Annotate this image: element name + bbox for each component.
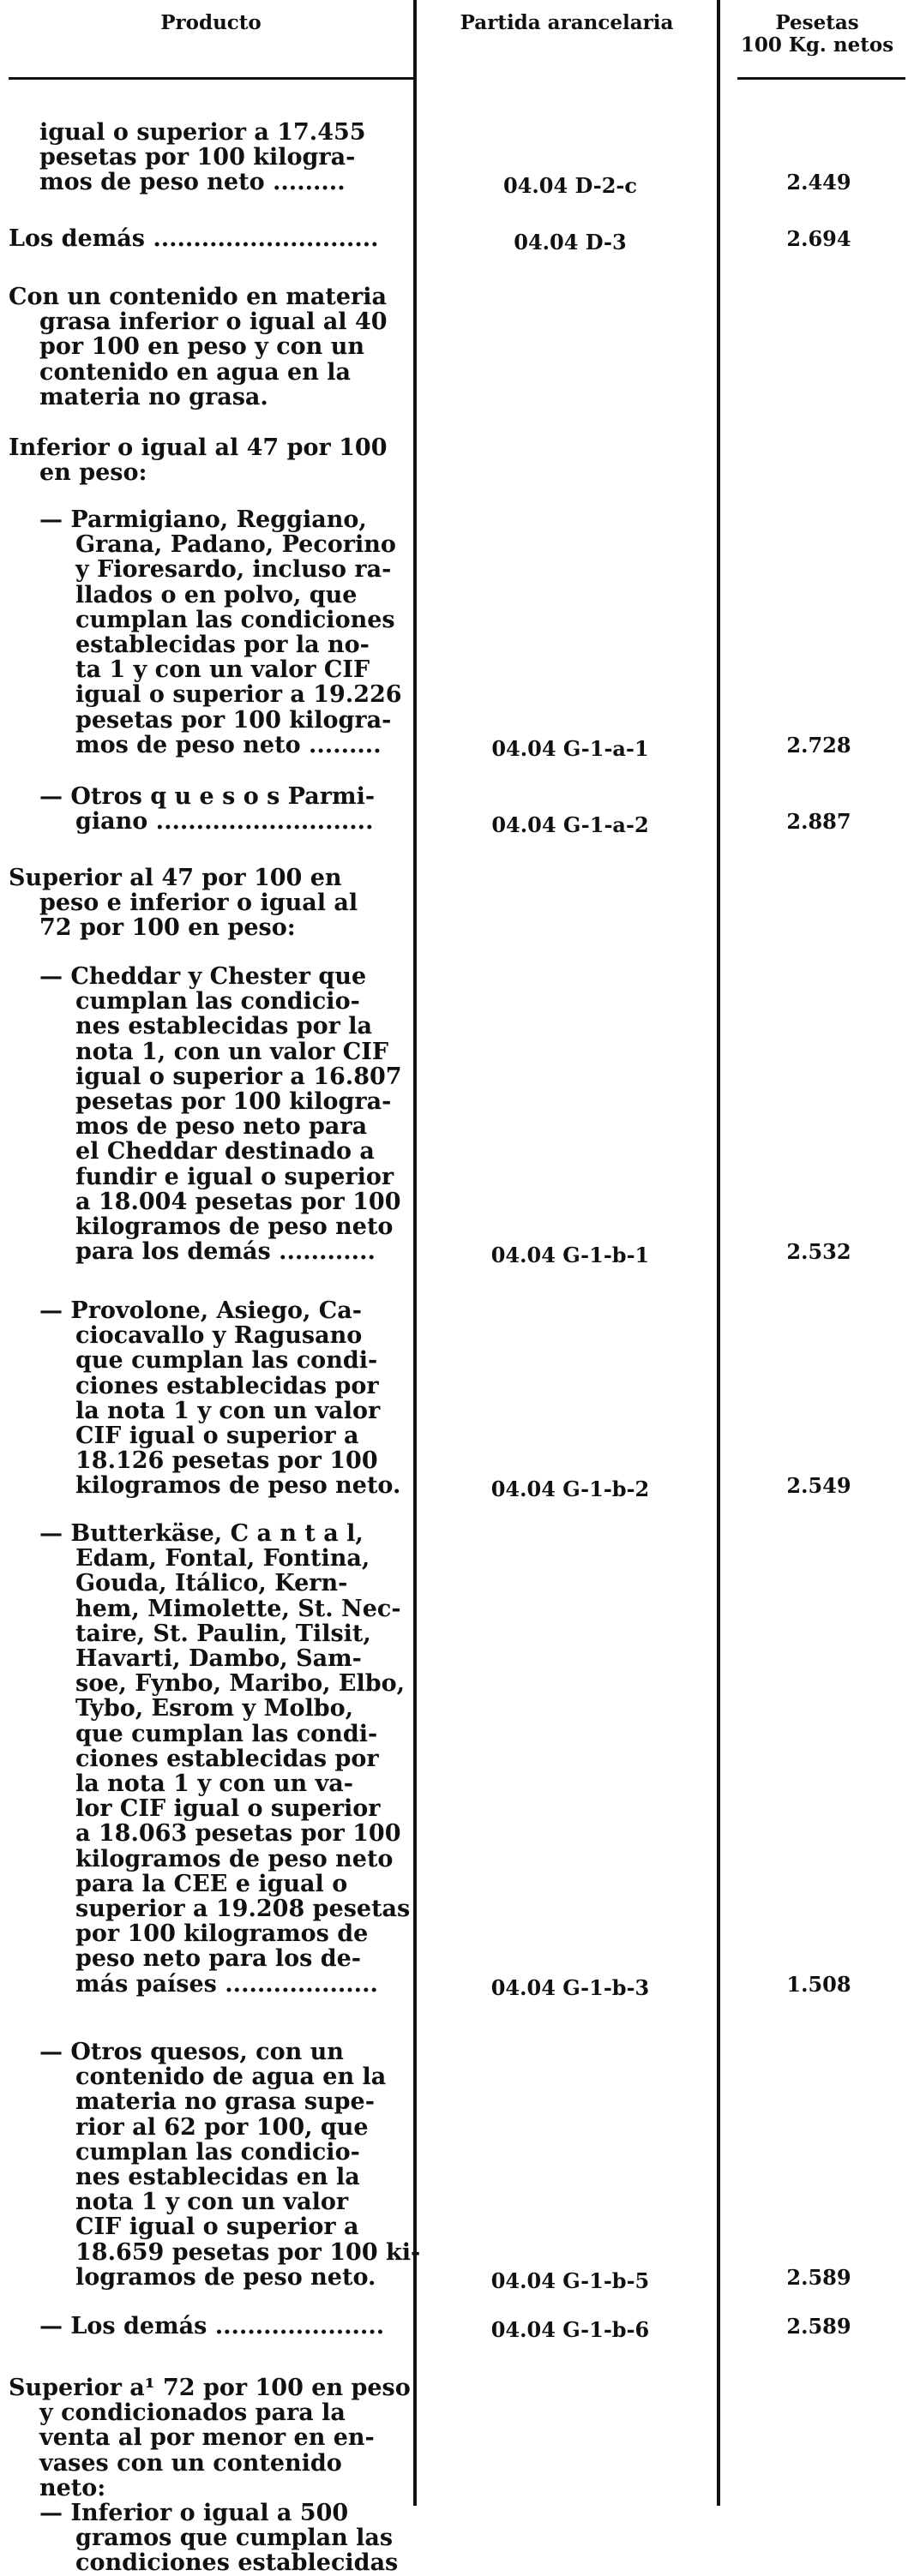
product-description: [9, 120, 444, 195]
product-line: ciones establecidas por: [75, 1372, 379, 1399]
product-line: igual o superior a 17.455: [39, 119, 366, 146]
product-line: — Cheddar y Chester que: [39, 963, 367, 990]
product-line: kilogramos de peso neto.: [75, 1472, 401, 1500]
product-line: CIF igual o superior a: [75, 1423, 359, 1450]
product-line: nota 1 y con un valor: [75, 2189, 349, 2216]
price-value: 2.887: [786, 809, 851, 835]
price-value: 2.549: [786, 1473, 851, 1499]
product-line: Superior a¹ 72 por 100 en peso: [9, 2375, 411, 2401]
tariff-code: 04.04 G-1-b-5: [490, 2267, 650, 2293]
tariff-code: 04.04 G-1-b-6: [490, 2317, 650, 2342]
tariff-code: 04.04 G-1-a-2: [491, 812, 649, 838]
product-line: y Fioresardo, incluso ra-: [75, 556, 392, 584]
product-line: hem, Mimolette, St. Nec-: [75, 1595, 401, 1622]
product-line: lor CIF igual o superior: [75, 1795, 381, 1823]
product-line: 72 por 100 en peso:: [39, 914, 296, 942]
product-line: neto:: [39, 2474, 106, 2501]
tariff-code: 04.04 G-1-b-1: [490, 1243, 650, 1268]
column-divider-right: [717, 0, 720, 2506]
product-line: para la CEE e igual o: [75, 1870, 348, 1897]
header-partida: Partida arancelaria: [460, 11, 674, 34]
product-line: — Otros quesos, con un: [39, 2039, 344, 2065]
product-line: la nota 1 y con un valor: [75, 1397, 381, 1424]
header-rule-product: [9, 77, 413, 80]
price-value: 2.694: [786, 226, 851, 251]
product-line: kilogramos de peso neto: [75, 1845, 394, 1872]
product-line: Los demás ............................: [9, 225, 379, 252]
product-line: igual o superior a 19.226: [75, 681, 402, 709]
header-product: Producto: [160, 11, 262, 34]
tariff-code: 04.04 G-1-b-3: [490, 1974, 650, 2000]
product-line: materia no grasa.: [39, 383, 268, 410]
header-pesetas: [720, 12, 914, 57]
tariff-code: 04.04 D-2-c: [503, 173, 637, 199]
product-line: a 18.063 pesetas por 100: [75, 1820, 401, 1848]
product-line: — Inferior o igual a 500: [39, 2500, 349, 2526]
price-value: 2.728: [786, 732, 851, 758]
product-description: [9, 2501, 413, 2576]
product-line: nota 1, con un valor CIF: [75, 1038, 389, 1065]
product-line: vases con un contenido: [39, 2449, 342, 2477]
product-line: ciocavallo y Ragusano: [75, 1322, 363, 1350]
product-line: ta 1 y con un valor CIF: [75, 656, 370, 684]
product-line: que cumplan las condi-: [75, 1347, 378, 1375]
product-line: para los demás ............: [75, 1238, 376, 1266]
product-line: Grana, Padano, Pecorino: [75, 531, 396, 559]
product-line: CIF igual o superior a: [75, 2214, 359, 2241]
product-line: y condicionados para la: [39, 2399, 346, 2427]
product-line: que cumplan las condi-: [75, 1720, 378, 1747]
product-line: condiciones establecidas: [75, 2549, 399, 2576]
product-description: [9, 784, 413, 834]
product-line: giano ...........................: [75, 808, 374, 836]
product-line: cumplan las condicio-: [75, 2138, 360, 2166]
product-line: grasa inferior o igual al 40: [39, 309, 388, 336]
tariff-code: 04.04 D-3: [514, 230, 627, 255]
product-line: mos de peso neto para: [75, 1113, 368, 1141]
product-line: Con un contenido en materia: [9, 284, 387, 310]
product-line: contenido de agua en la: [75, 2064, 387, 2091]
product-line: pesetas por 100 kilogra-: [75, 706, 392, 734]
product-line: pesetas por 100 kilogra-: [75, 1088, 392, 1116]
tariff-code: 04.04 G-1-b-2: [490, 1477, 650, 1502]
product-line: establecidas por la no-: [75, 632, 370, 659]
product-line: superior a 19.208 pesetas: [75, 1896, 411, 1923]
product-line: — Provolone, Asiego, Ca-: [39, 1297, 362, 1324]
product-line: igual o superior a 16.807: [75, 1063, 402, 1090]
product-line: gramos que cumplan las: [75, 2525, 394, 2552]
product-line: por 100 kilogramos de: [75, 1920, 369, 1948]
product-line: 18.126 pesetas por 100: [75, 1447, 378, 1475]
product-description: [9, 866, 413, 941]
header-pesetas-line1: Pesetas: [775, 11, 859, 34]
price-value: 2.589: [786, 2264, 851, 2290]
product-description: [9, 285, 413, 410]
product-line: logramos de peso neto.: [75, 2263, 376, 2291]
product-description: [9, 507, 413, 758]
product-line: en peso:: [39, 459, 147, 487]
product-line: peso e inferior o igual al: [39, 890, 358, 917]
product-line: taire, St. Paulin, Tilsit,: [75, 1620, 371, 1647]
tariff-code: 04.04 G-1-a-1: [491, 735, 649, 761]
product-line: Edam, Fontal, Fontina,: [75, 1545, 370, 1573]
product-line: cumplan las condiciones: [75, 606, 395, 633]
price-value: 2.532: [786, 1239, 851, 1265]
product-line: Gouda, Itálico, Kern-: [75, 1570, 348, 1597]
product-line: soe, Fynbo, Maribo, Elbo,: [75, 1670, 406, 1698]
product-line: llados o en polvo, que: [75, 581, 358, 608]
product-line: a 18.004 pesetas por 100: [75, 1188, 401, 1215]
product-line: más países ...................: [75, 1970, 378, 1998]
product-line: venta al por menor en en-: [39, 2424, 375, 2452]
product-line: — Los demás .....................: [39, 2313, 385, 2339]
product-description: [9, 2375, 413, 2501]
product-line: peso neto para los de-: [75, 1945, 361, 1973]
product-description: [9, 2039, 421, 2291]
product-line: rior al 62 por 100, que: [75, 2113, 369, 2141]
header-pesetas-line2: 100 Kg. netos: [740, 33, 894, 57]
product-line: — Parmigiano, Reggiano,: [39, 506, 367, 533]
product-line: Superior al 47 por 100 en: [9, 865, 342, 891]
product-line: 18.659 pesetas por 100 ki-: [75, 2238, 421, 2266]
product-description: [9, 226, 413, 251]
product-line: mos de peso neto .........: [75, 731, 382, 758]
product-line: nes establecidas por la: [75, 1013, 373, 1040]
product-line: — Otros q u e s o s Parmi-: [39, 783, 376, 810]
product-description: [9, 2314, 413, 2339]
product-line: el Cheddar destinado a: [75, 1138, 375, 1165]
price-value: 2.449: [786, 170, 851, 195]
product-line: pesetas por 100 kilogra-: [39, 144, 356, 171]
product-line: nes establecidas en la: [75, 2164, 360, 2191]
product-line: Inferior o igual al 47 por 100: [9, 434, 388, 461]
product-line: la nota 1 y con un va-: [75, 1770, 353, 1798]
product-description: [9, 964, 413, 1264]
price-value: 2.589: [786, 2314, 851, 2339]
product-line: cumplan las condicio-: [75, 988, 360, 1015]
product-description: [9, 1298, 413, 1499]
product-line: — Butterkäse, C a n t a l,: [39, 1520, 364, 1547]
price-value: 1.508: [786, 1971, 851, 1997]
product-line: ciones establecidas por: [75, 1745, 379, 1772]
product-description: [9, 1521, 413, 1997]
product-line: por 100 en peso y con un: [39, 333, 364, 361]
product-line: contenido en agua en la: [39, 358, 351, 386]
product-line: kilogramos de peso neto: [75, 1213, 394, 1241]
product-line: Havarti, Dambo, Sam-: [75, 1645, 362, 1673]
column-divider-left: [413, 0, 417, 2506]
product-description: [9, 435, 413, 485]
product-line: mos de peso neto .........: [39, 169, 346, 196]
product-line: materia no grasa supe-: [75, 2088, 375, 2116]
product-line: Tybo, Esrom y Molbo,: [75, 1695, 354, 1722]
product-line: fundir e igual o superior: [75, 1163, 394, 1190]
header-rule-pesetas: [737, 77, 905, 80]
